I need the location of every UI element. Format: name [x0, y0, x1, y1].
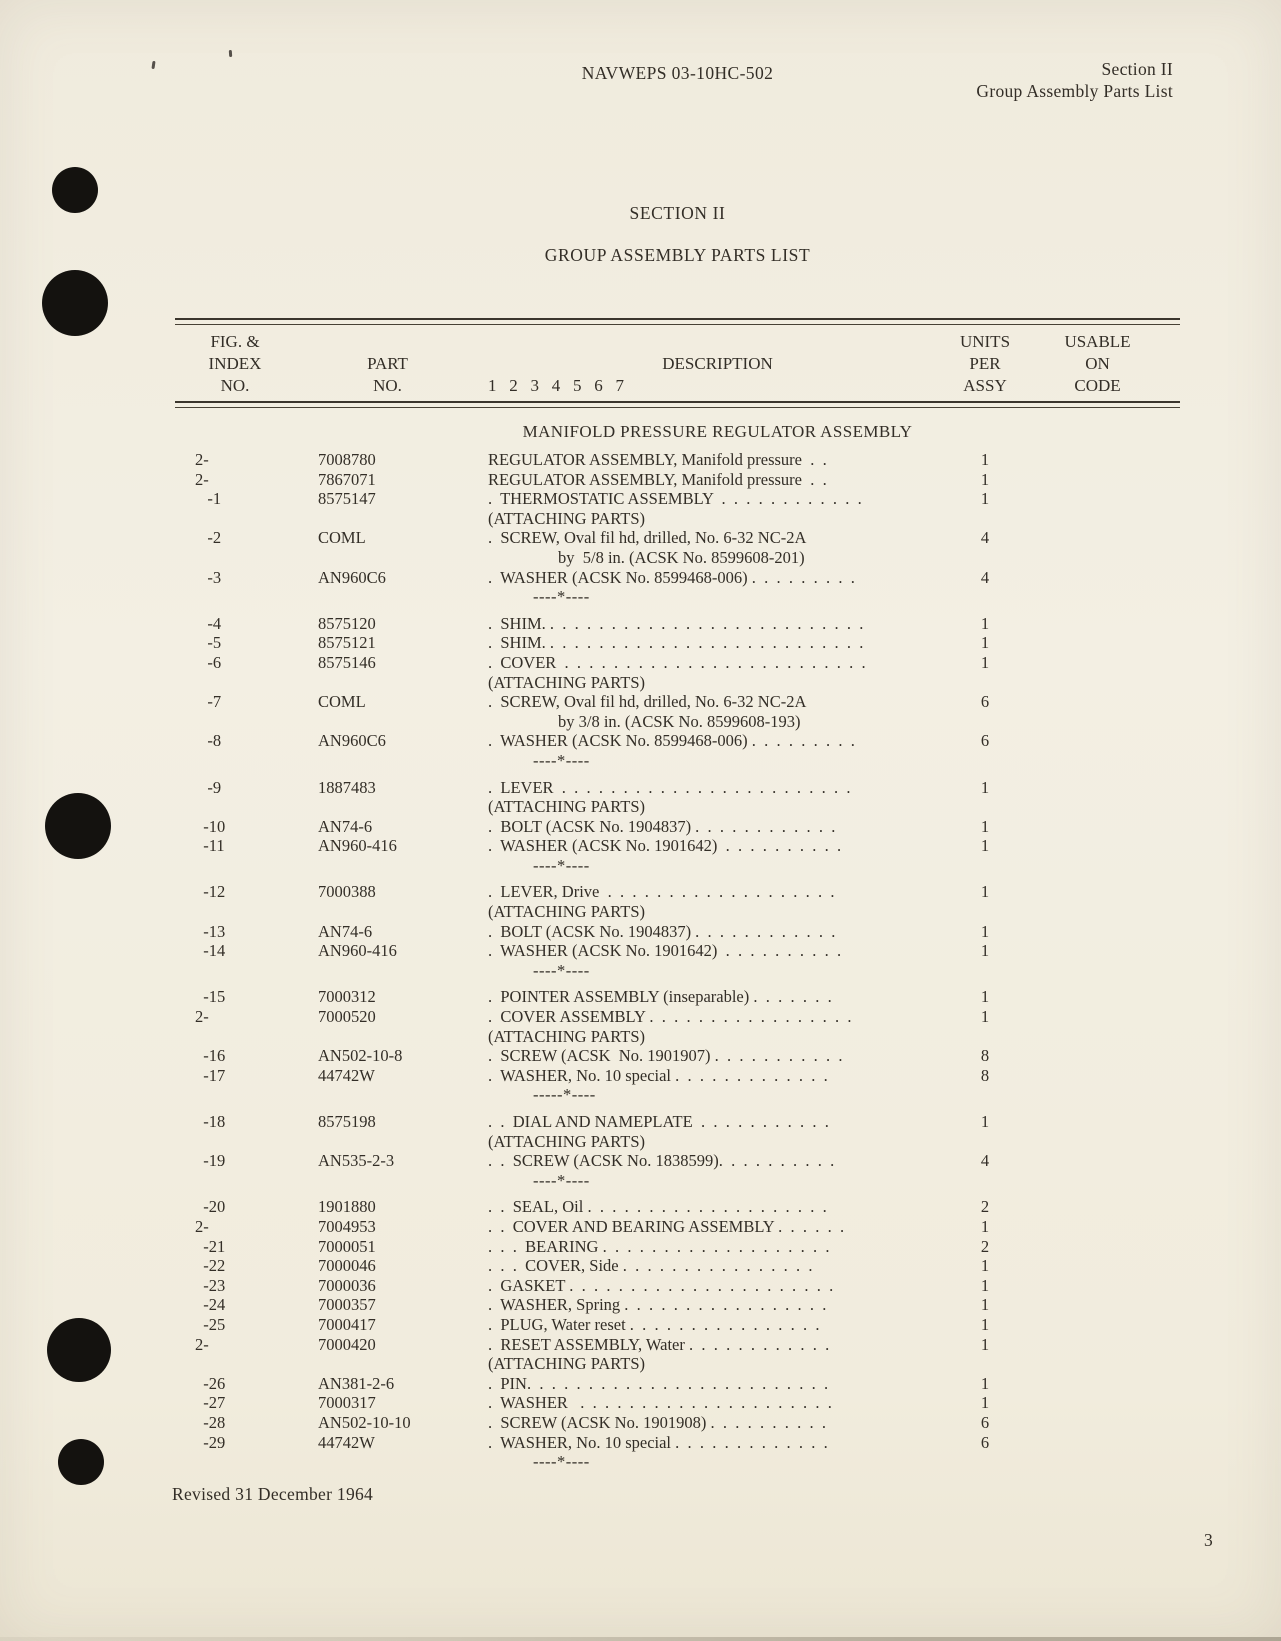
table-row	[175, 836, 1180, 856]
fig-index-cell: -4	[195, 613, 222, 633]
description-cell: . WASHER (ACSK No. 1901642) . . . . . . . . . .	[488, 941, 842, 961]
units-cell: 1	[980, 1216, 990, 1236]
units-cell: 6	[980, 731, 990, 751]
description-cell: (ATTACHING PARTS)	[488, 508, 646, 528]
description-cell: REGULATOR ASSEMBLY, Manifold pressure . .	[488, 450, 827, 469]
description-cell: . BOLT (ACSK No. 1904837) . . . . . . . . . . . .	[488, 921, 836, 941]
part-no-cell: AN960C6	[318, 567, 386, 587]
table-row	[175, 489, 1180, 509]
units-cell: 1	[980, 1275, 990, 1295]
part-no-cell: COML	[318, 528, 366, 548]
part-no-cell: 1887483	[318, 777, 376, 797]
table-row	[175, 1217, 1180, 1237]
part-no-cell: AN535-2-3	[318, 1151, 395, 1171]
fig-index-cell: 2-	[195, 1216, 209, 1236]
fig-index-cell: -20	[195, 1197, 226, 1217]
fig-index-cell: -22	[195, 1256, 226, 1276]
fig-index-cell: -23	[195, 1275, 226, 1295]
part-no-cell: AN960-416	[318, 941, 397, 961]
units-cell: 8	[980, 1046, 990, 1066]
header-units-per-assy: UNITS PER ASSY	[959, 332, 1011, 395]
units-cell: 6	[980, 1432, 990, 1452]
fig-index-cell: 2-	[195, 469, 209, 489]
table-row	[175, 1197, 1180, 1217]
part-no-cell: AN502-10-8	[318, 1046, 403, 1066]
table-row	[175, 1151, 1180, 1171]
fig-index-cell: -18	[195, 1112, 226, 1131]
table-row	[175, 1237, 1180, 1257]
fig-index-cell: -6	[195, 652, 222, 672]
part-no-cell: 7000388	[318, 882, 376, 902]
fig-index-cell: 2-	[195, 1007, 209, 1027]
fig-index-cell: -9	[195, 777, 222, 797]
fig-index-cell: -2	[195, 528, 222, 548]
part-no-cell: 8575146	[318, 652, 376, 672]
description-cell: . WASHER, Spring . . . . . . . . . . . . . . . . .	[488, 1295, 827, 1315]
description-cell: (ATTACHING PARTS)	[488, 1354, 646, 1374]
fig-index-cell: -15	[195, 987, 226, 1007]
part-no-cell: 8575198	[318, 1112, 376, 1131]
part-no-cell: AN960C6	[318, 731, 386, 751]
punch-dot-5	[58, 1439, 104, 1485]
table-header-rule	[175, 401, 1180, 408]
fig-index-cell: -8	[195, 731, 222, 751]
part-no-cell: 8575147	[318, 489, 376, 509]
attaching-parts-row	[175, 673, 1180, 693]
table-row	[175, 1066, 1180, 1086]
table-row	[175, 528, 1180, 567]
separator-row	[175, 751, 1180, 771]
fig-index-cell: -25	[195, 1314, 226, 1334]
fig-index-cell: -28	[195, 1412, 226, 1432]
description-cell: (ATTACHING PARTS)	[488, 1026, 646, 1046]
description-cell: . WASHER . . . . . . . . . . . . . . . . . . . . .	[488, 1393, 832, 1413]
running-head-right	[976, 58, 1173, 102]
part-no-cell: 7000312	[318, 987, 376, 1007]
description-cell: . WASHER (ACSK No. 8599468-006) . . . . . . . . .	[488, 567, 855, 587]
revision-note: Revised 31 December 1964	[172, 1484, 374, 1504]
description-cell: . SHIM. . . . . . . . . . . . . . . . . . . . . . . . . . .	[488, 633, 864, 653]
part-no-cell: 7000357	[318, 1295, 376, 1315]
description-cell: (ATTACHING PARTS)	[488, 797, 646, 817]
separator-row	[175, 961, 1180, 981]
table-row	[175, 692, 1180, 731]
table-row	[175, 882, 1180, 902]
fig-index-cell: -7	[195, 692, 222, 712]
units-cell: 8	[980, 1065, 990, 1085]
punch-dot-4	[47, 1318, 111, 1382]
fig-index-cell: 2-	[195, 1334, 209, 1354]
separator-row	[175, 1452, 1180, 1472]
units-cell: 1	[980, 613, 990, 633]
fig-index-cell: -11	[195, 836, 225, 856]
description-cell: ----*----	[533, 855, 590, 875]
fig-index-cell: -21	[195, 1236, 226, 1256]
part-no-cell: 7000317	[318, 1393, 376, 1413]
description-cell: . COVER . . . . . . . . . . . . . . . . . . . . . . . . .	[488, 652, 866, 672]
description-cell: . . SEAL, Oil . . . . . . . . . . . . . . . . . . . .	[488, 1197, 827, 1217]
scan-speck	[229, 50, 232, 57]
description-cell: . PLUG, Water reset . . . . . . . . . . . . . . . .	[488, 1314, 820, 1334]
units-cell: 1	[980, 987, 990, 1007]
description-cell: REGULATOR ASSEMBLY, Manifold pressure . .	[488, 469, 827, 489]
description-cell: . WASHER (ACSK No. 1901642) . . . . . . . . . .	[488, 836, 842, 856]
page-number: 3	[1204, 1530, 1213, 1550]
units-cell: 1	[980, 1112, 990, 1131]
attaching-parts-row	[175, 902, 1180, 922]
section-subtitle: GROUP ASSEMBLY PARTS LIST	[544, 245, 811, 265]
description-cell: . SCREW, Oval fil hd, drilled, No. 6-32 NC-2A by 3/8 in. (ACSK No. 8599608-193)	[488, 692, 807, 731]
punch-dot-3	[45, 793, 111, 859]
part-no-cell: 7000420	[318, 1334, 376, 1354]
separator-row	[175, 587, 1180, 607]
table-row	[175, 941, 1180, 961]
fig-index-cell: -16	[195, 1046, 226, 1066]
fig-index-cell: -5	[195, 633, 222, 653]
description-cell: . GASKET . . . . . . . . . . . . . . . . . . . . . .	[488, 1275, 834, 1295]
attaching-parts-row	[175, 1354, 1180, 1374]
running-head-subtitle: Group Assembly Parts List	[976, 81, 1173, 101]
table-row	[175, 987, 1180, 1007]
description-cell: ----*----	[533, 1452, 590, 1472]
table-row	[175, 614, 1180, 634]
description-cell: -----*----	[533, 1085, 596, 1105]
description-cell: . LEVER, Drive . . . . . . . . . . . . . . . . . . .	[488, 882, 835, 902]
fig-index-cell: -12	[195, 882, 226, 902]
description-cell: . WASHER, No. 10 special . . . . . . . . . . . . .	[488, 1432, 828, 1452]
part-no-cell: 8575121	[318, 633, 376, 653]
units-cell: 1	[980, 882, 990, 902]
part-no-cell: 44742W	[318, 1432, 375, 1452]
part-no-cell: AN74-6	[318, 816, 373, 836]
fig-index-cell: -17	[195, 1065, 226, 1085]
scan-edge-shadow	[0, 1637, 1281, 1641]
fig-index-cell: -1	[195, 489, 222, 509]
description-cell: . LEVER . . . . . . . . . . . . . . . . . . . . . . . .	[488, 777, 851, 797]
fig-index-cell: -19	[195, 1151, 226, 1171]
units-cell: 4	[980, 528, 990, 548]
part-no-cell: AN381-2-6	[318, 1373, 395, 1393]
table-header	[175, 331, 1180, 397]
units-cell: 6	[980, 692, 990, 712]
header-usable-on-code: USABLE ON CODE	[1064, 332, 1131, 395]
running-head-section: Section II	[1101, 59, 1173, 79]
part-no-cell: 7000520	[318, 1007, 376, 1027]
assembly-group-title: MANIFOLD PRESSURE REGULATOR ASSEMBLY	[522, 422, 913, 441]
description-cell: ----*----	[533, 960, 590, 980]
table-row	[175, 778, 1180, 798]
parts-table	[175, 318, 1180, 1479]
description-cell: . SCREW, Oval fil hd, drilled, No. 6-32 NC-2A by 5/8 in. (ACSK No. 8599608-201)	[488, 528, 807, 567]
table-row	[175, 450, 1180, 470]
description-cell: . . . COVER, Side . . . . . . . . . . . . . . . .	[488, 1256, 813, 1276]
units-cell: 2	[980, 1236, 990, 1256]
description-cell: . RESET ASSEMBLY, Water . . . . . . . . . . . .	[488, 1334, 830, 1354]
scan-speck	[151, 61, 155, 69]
table-row	[175, 653, 1180, 673]
part-no-cell: COML	[318, 692, 366, 712]
units-cell: 1	[980, 1393, 990, 1413]
table-row	[175, 1256, 1180, 1276]
description-cell: ----*----	[533, 587, 590, 607]
units-cell: 1	[980, 921, 990, 941]
doc-number: NAVWEPS 03-10HC-502	[581, 63, 774, 83]
table-row	[175, 817, 1180, 837]
header-part-no: PART NO.	[367, 354, 408, 395]
units-cell: 1	[980, 489, 990, 509]
description-cell: . THERMOSTATIC ASSEMBLY . . . . . . . . . . . .	[488, 489, 862, 509]
units-cell: 1	[980, 469, 990, 489]
part-no-cell: 1901880	[318, 1197, 376, 1217]
attaching-parts-row	[175, 509, 1180, 529]
attaching-parts-row	[175, 1027, 1180, 1047]
fig-index-cell: -3	[195, 567, 222, 587]
punch-dot-2	[42, 270, 108, 336]
description-cell: . POINTER ASSEMBLY (inseparable) . . . . . . .	[488, 987, 832, 1007]
part-no-cell: 7000417	[318, 1314, 376, 1334]
table-row	[175, 1046, 1180, 1066]
description-cell: . BOLT (ACSK No. 1904837) . . . . . . . . . . . .	[488, 816, 836, 836]
attaching-parts-row	[175, 797, 1180, 817]
part-no-cell: 44742W	[318, 1065, 375, 1085]
units-cell: 1	[980, 652, 990, 672]
table-row	[175, 470, 1180, 490]
description-cell: . . SCREW (ACSK No. 1838599). . . . . . . . . .	[488, 1151, 835, 1171]
table-row	[175, 922, 1180, 942]
fig-index-cell: 2-	[195, 450, 209, 469]
description-cell: . COVER ASSEMBLY . . . . . . . . . . . . . . . . .	[488, 1007, 852, 1027]
table-row	[175, 1007, 1180, 1027]
units-cell: 1	[980, 816, 990, 836]
units-cell: 1	[980, 450, 990, 469]
fig-index-cell: -24	[195, 1295, 226, 1315]
units-cell: 2	[980, 1197, 990, 1217]
section-title: SECTION II	[629, 203, 726, 223]
part-no-cell: AN960-416	[318, 836, 397, 856]
table-row	[175, 1335, 1180, 1355]
table-rows	[175, 450, 1180, 1472]
units-cell: 1	[980, 1256, 990, 1276]
fig-index-cell: -26	[195, 1373, 226, 1393]
units-cell: 1	[980, 1373, 990, 1393]
units-cell: 1	[980, 836, 990, 856]
units-cell: 4	[980, 567, 990, 587]
separator-row	[175, 1085, 1180, 1105]
description-cell: . WASHER, No. 10 special . . . . . . . . . . . . .	[488, 1065, 828, 1085]
units-cell: 6	[980, 1412, 990, 1432]
header-fig-index: FIG. & INDEX NO.	[208, 332, 262, 395]
description-cell: ----*----	[533, 750, 590, 770]
part-no-cell: AN502-10-10	[318, 1412, 411, 1432]
fig-index-cell: -29	[195, 1432, 226, 1452]
description-cell: . SCREW (ACSK No. 1901907) . . . . . . . . . . .	[488, 1046, 843, 1066]
attaching-parts-row	[175, 1132, 1180, 1152]
table-row	[175, 1295, 1180, 1315]
units-cell: 1	[980, 1314, 990, 1334]
description-cell: ----*----	[533, 1170, 590, 1190]
description-cell: . SHIM. . . . . . . . . . . . . . . . . . . . . . . . . . .	[488, 613, 864, 633]
table-row	[175, 1413, 1180, 1433]
units-cell: 1	[980, 1295, 990, 1315]
table-row	[175, 731, 1180, 751]
units-cell: 1	[980, 941, 990, 961]
description-cell: . SCREW (ACSK No. 1901908) . . . . . . . . . .	[488, 1412, 826, 1432]
fig-index-cell: -13	[195, 921, 226, 941]
part-no-cell: 8575120	[318, 613, 376, 633]
part-no-cell: 7000036	[318, 1275, 376, 1295]
table-row	[175, 1433, 1180, 1453]
table-row	[175, 1374, 1180, 1394]
header-description: DESCRIPTION 1 2 3 4 5 6 7	[488, 354, 773, 395]
part-no-cell: 7008780	[318, 450, 376, 469]
table-row	[175, 1393, 1180, 1413]
fig-index-cell: -10	[195, 816, 226, 836]
units-cell: 4	[980, 1151, 990, 1171]
table-row	[175, 1315, 1180, 1335]
description-cell: . . COVER AND BEARING ASSEMBLY . . . . . .	[488, 1216, 845, 1236]
table-row	[175, 1276, 1180, 1296]
table-row	[175, 633, 1180, 653]
part-no-cell: 7867071	[318, 469, 376, 489]
description-cell: . . DIAL AND NAMEPLATE . . . . . . . . . . .	[488, 1112, 829, 1131]
table-row	[175, 1112, 1180, 1132]
table-row	[175, 568, 1180, 588]
units-cell: 1	[980, 1334, 990, 1354]
description-cell: (ATTACHING PARTS)	[488, 1131, 646, 1151]
description-cell: . PIN. . . . . . . . . . . . . . . . . . . . . . . . .	[488, 1373, 829, 1393]
punch-dot-1	[52, 167, 98, 213]
description-cell: (ATTACHING PARTS)	[488, 672, 646, 692]
description-cell: . . . BEARING . . . . . . . . . . . . . . . . . . .	[488, 1236, 830, 1256]
fig-index-cell: -14	[195, 941, 226, 961]
part-no-cell: AN74-6	[318, 921, 373, 941]
part-no-cell: 7004953	[318, 1216, 376, 1236]
part-no-cell: 7000046	[318, 1256, 376, 1276]
description-cell: . WASHER (ACSK No. 8599468-006) . . . . . . . . .	[488, 731, 855, 751]
part-no-cell: 7000051	[318, 1236, 376, 1256]
units-cell: 1	[980, 633, 990, 653]
units-cell: 1	[980, 777, 990, 797]
separator-row	[175, 1171, 1180, 1191]
table-top-rule	[175, 318, 1180, 325]
fig-index-cell: -27	[195, 1393, 226, 1413]
units-cell: 1	[980, 1007, 990, 1027]
description-cell: (ATTACHING PARTS)	[488, 902, 646, 922]
separator-row	[175, 856, 1180, 876]
